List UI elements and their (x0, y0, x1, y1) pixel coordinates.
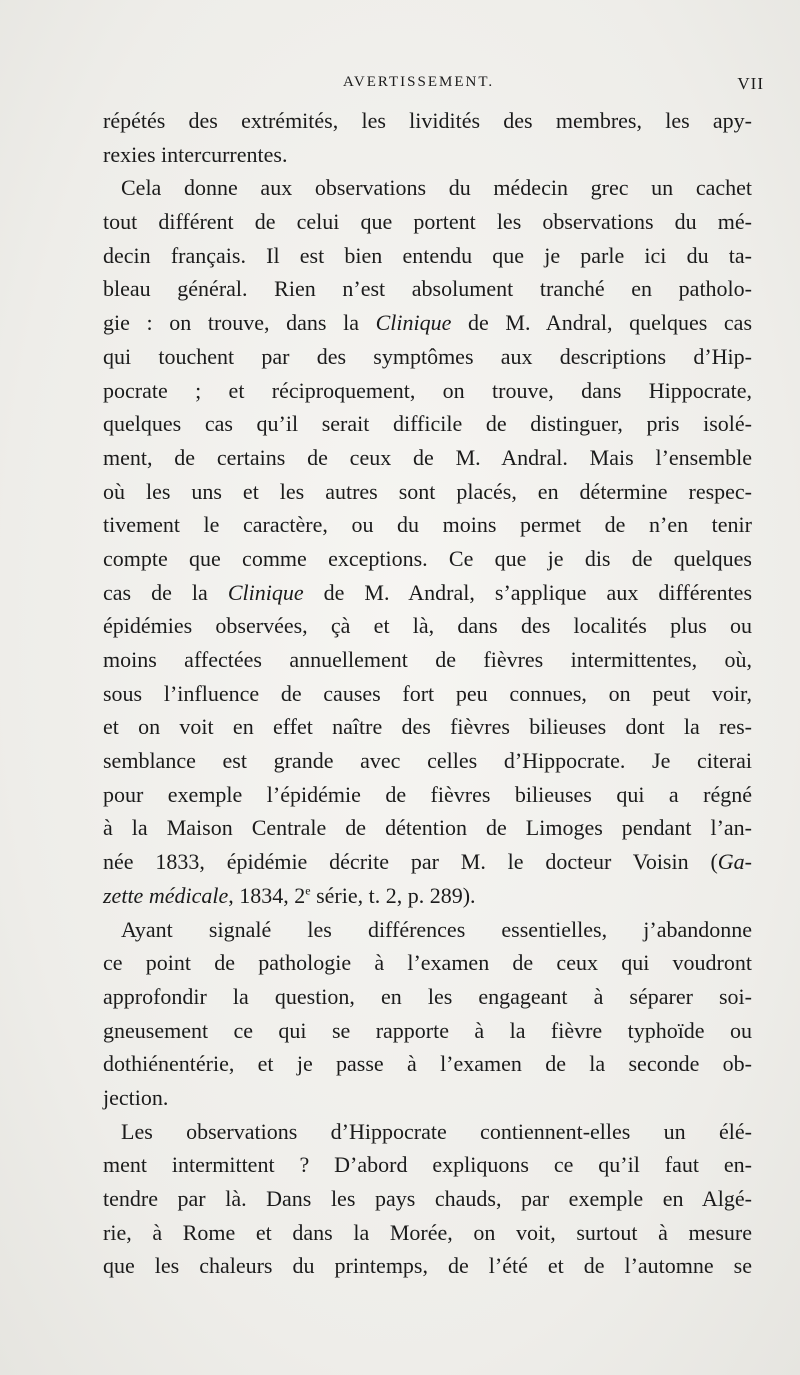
text-segment: de M. Andral, quelques cas (451, 310, 752, 336)
text-line: ment intermittent ? D’abord expliquons ce qu’il faut en- (103, 1152, 752, 1178)
text-line: à la Maison Centrale de détention de Limoges pendant l’an- (103, 815, 752, 841)
text-line: que les chaleurs du printemps, de l’été et de l’automne se (103, 1253, 752, 1279)
text-line: épidémies observées, çà et là, dans des localités plus ou (103, 613, 752, 639)
text-line: compte que comme exceptions. Ce que je dis de quelques (103, 545, 752, 571)
text-line (103, 879, 752, 913)
italic-title: zette médicale (103, 882, 229, 908)
text-line (103, 306, 752, 340)
paragraph-start-line: Les observations d’Hippocrate contiennent-elles un élé- (121, 1118, 752, 1144)
text-line: jection. (103, 1084, 169, 1110)
text-line: sous l’influence de causes fort peu connues, on peut voir, (103, 680, 752, 706)
page-number: VII (737, 74, 764, 93)
italic-title: Ga- (717, 849, 752, 875)
text-line: rie, à Rome et dans la Morée, on voit, surtout à mesure (103, 1219, 752, 1245)
text-segment: née 1833, épidémie décrite par M. le docteur Voisin ( (103, 849, 718, 875)
text-segment: de M. Andral, s’applique aux différentes (303, 579, 752, 605)
text-line: ment, de certains de ceux de M. Andral. Mais l’ensemble (103, 444, 752, 470)
text-line: gneusement ce qui se rapporte à la fièvre typhoïde ou (103, 1017, 752, 1043)
text-line: et on voit en effet naître des fièvres bilieuses dont la res- (103, 714, 752, 740)
text-line: pocrate ; et réciproquement, on trouve, dans Hippocrate, (103, 377, 752, 403)
text-line: semblance est grande avec celles d’Hippocrate. Je citerai (103, 748, 752, 774)
text-line: pour exemple l’épidémie de fièvres bilieuses qui a régné (103, 781, 752, 807)
running-title: AVERTISSEMENT. (343, 74, 495, 90)
text-line: ce point de pathologie à l’examen de ceux qui voudront (103, 950, 752, 976)
text-segment: , 1834, 2 (228, 882, 306, 908)
body-text (103, 104, 752, 1283)
paragraph-start-line: Cela donne aux observations du médecin grec un cachet (121, 175, 752, 201)
italic-title: Clinique (375, 310, 452, 336)
text-line: qui touchent par des symptômes aux descriptions d’Hip- (103, 343, 752, 369)
text-line: quelques cas qu’il serait difficile de distinguer, pris isolé- (103, 411, 752, 437)
text-line: répétés des extrémités, les lividités des membres, les apy- (103, 108, 752, 133)
text-segment: série, t. 2, p. 289). (310, 882, 476, 908)
text-line (103, 845, 752, 879)
text-line: où les uns et les autres sont placés, en détermine respec- (103, 478, 752, 504)
text-line: tendre par là. Dans les pays chauds, par exemple en Algé- (103, 1186, 752, 1211)
page-header (0, 74, 800, 98)
text-line: dothiénentérie, et je passe à l’examen de la seconde ob- (103, 1051, 752, 1077)
text-line: bleau général. Rien n’est absolument tranché en patholo- (103, 276, 752, 302)
text-line (103, 576, 752, 610)
text-line: decin français. Il est bien entendu que je parle ici du ta- (103, 242, 752, 268)
text-segment: gie : on trouve, dans la (103, 310, 376, 336)
paragraph-start-line: Ayant signalé les différences essentielles, j’abandonne (121, 916, 752, 942)
text-segment: cas de la (103, 579, 228, 605)
text-line: rexies intercurrentes. (103, 141, 288, 167)
text-line: moins affectées annuellement de fièvres intermittentes, où, (103, 647, 752, 672)
text-line: tout différent de celui que portent les observations du mé- (103, 209, 752, 235)
text-line: approfondir la question, en les engageant à séparer soi- (103, 983, 752, 1009)
italic-title: Clinique (227, 579, 304, 605)
text-line: tivement le caractère, ou du moins permet de n’en tenir (103, 512, 752, 538)
superscript: e (305, 883, 311, 898)
